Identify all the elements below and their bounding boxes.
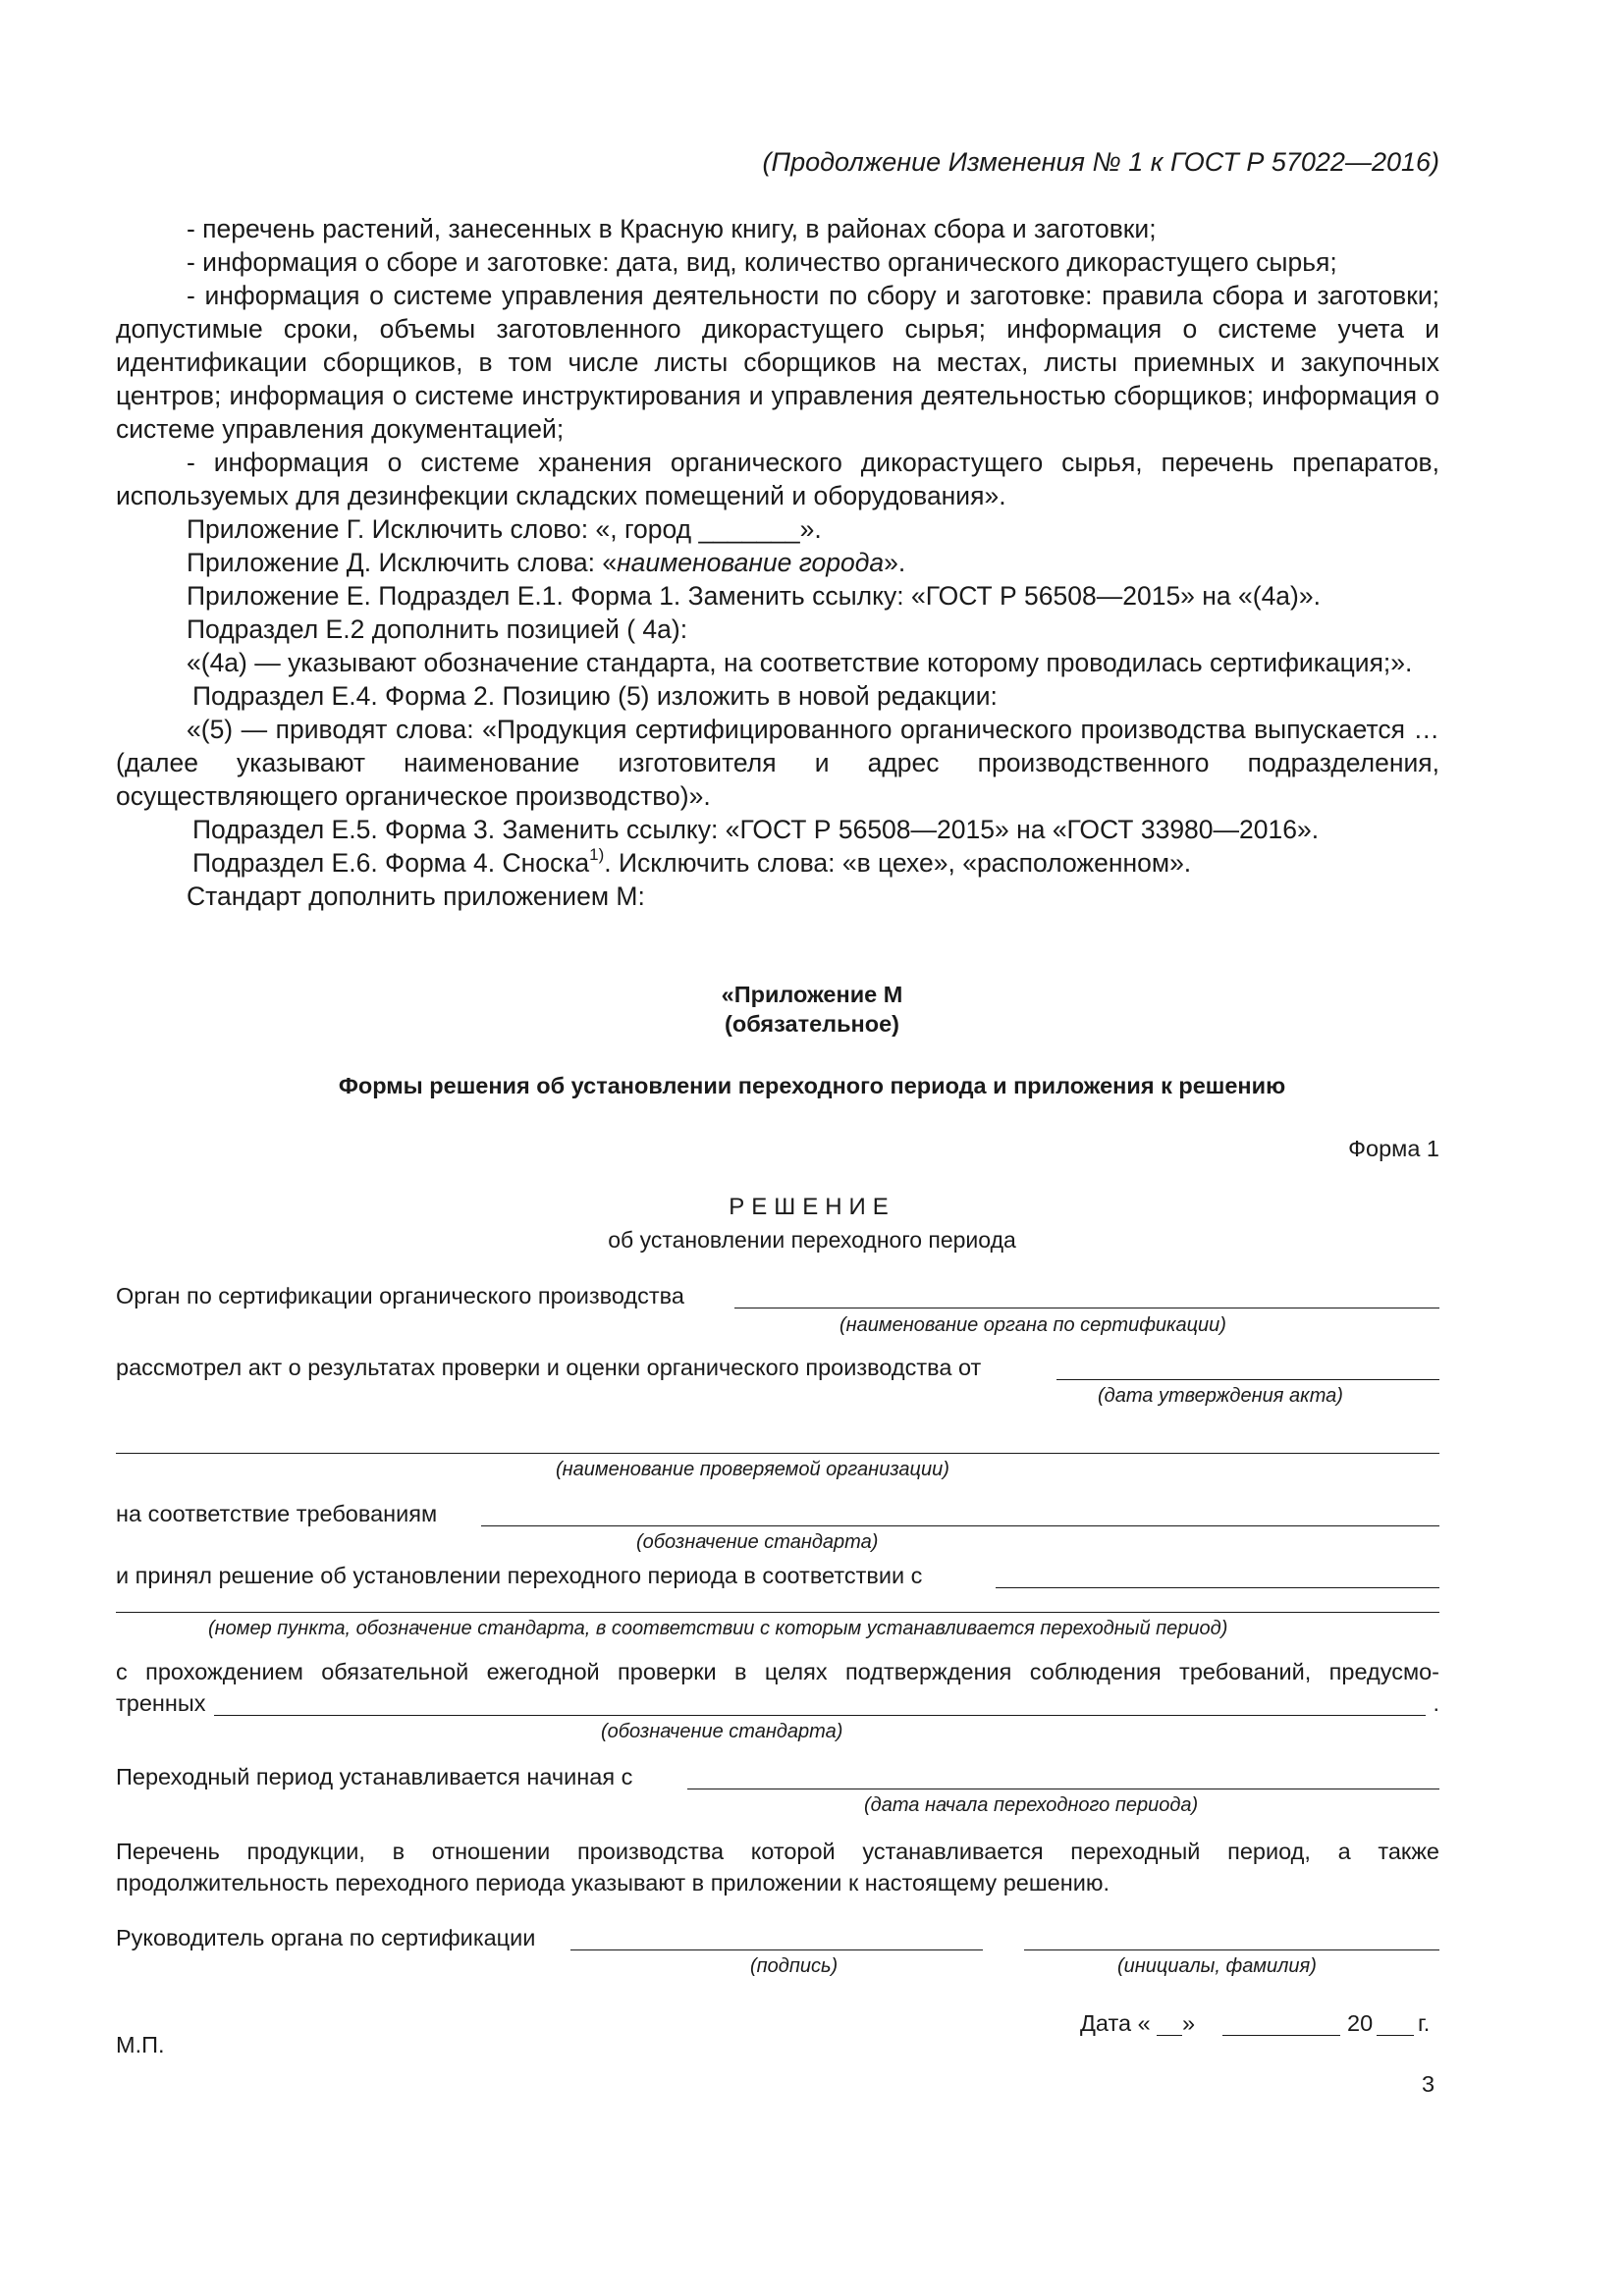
paragraph: - информация о сборе и заготовке: дата, вид, количество органического дикорастущего сырья; <box>187 247 1337 277</box>
paragraph: Стандарт дополнить приложением М: <box>187 881 645 911</box>
paragraph: - информация о системе хранения органического дикорастущего сырья, перечень препаратов, используемых для дезинфекции складских помещений и оборудования». <box>116 448 1439 510</box>
paragraph: «(4а) — указывают обозначение стандарта, на соответствие которому проводилась сертификация;». <box>187 648 1413 677</box>
clause-hint: (номер пункта, обозначение стандарта, в соответствии с которым устанавливается переходный период) <box>208 1618 1228 1639</box>
date-label-year: 20 <box>1347 2010 1374 2036</box>
date-label-end: г. <box>1418 2010 1431 2036</box>
clause-line <box>116 1580 1439 1620</box>
act-date-field[interactable] <box>1056 1379 1439 1380</box>
paragraph: Подраздел Е.4. Форма 2. Позицию (5) изложить в новой редакции: <box>192 681 998 711</box>
act-line <box>116 1348 1439 1387</box>
signature-line <box>116 1918 1439 1957</box>
initials-field[interactable] <box>1024 1949 1439 1950</box>
annual-label: тренных <box>116 1690 206 1716</box>
initials-hint: (инициалы, фамилия) <box>1117 1955 1317 1977</box>
paragraph: Приложение Е. Подраздел Е.1. Форма 1. Заменить ссылку: «ГОСТ Р 56508—2015» на «(4а)». <box>187 581 1321 611</box>
form-label: Форма 1 <box>1348 1136 1439 1161</box>
decision-title: РЕШЕНИЕ <box>729 1194 895 1220</box>
signature-field[interactable] <box>570 1949 983 1950</box>
paragraph: - информация о системе управления деятельности по сбору и заготовке: правила сбора и заготовки; допустимые сроки, объемы заготовленного дикорастущего сырья; информация о системе учета и идентификации сборщиков, в том числе листы сборщиков на местах, листы приемных и закупочных центров; информация о системе инструктирования и управления деятельностью сборщиков; информация о системе управления документацией; <box>116 281 1439 444</box>
signature-hint: (подпись) <box>750 1955 839 1977</box>
period-label: Переходный период устанавливается начиная с <box>116 1764 633 1789</box>
paragraph: - перечень растений, занесенных в Красную книгу, в районах сбора и заготовки; <box>187 214 1157 243</box>
requirements-field[interactable] <box>481 1525 1439 1526</box>
amendment-text <box>116 212 1439 913</box>
requirements-hint: (обозначение стандарта) <box>636 1531 879 1553</box>
appendix-title: «Приложение М <box>721 982 903 1007</box>
date-day-field[interactable] <box>1157 2035 1182 2036</box>
annual-field[interactable] <box>214 1715 1426 1716</box>
text-run: . Исключить слова: «в цехе», «расположенном». <box>604 848 1192 878</box>
date-line <box>1080 2003 1439 2043</box>
decision-label: и принял решение об установлении переходного периода в соответствии с <box>116 1563 923 1588</box>
organization-hint: (наименование проверяемой организации) <box>556 1459 949 1480</box>
products-text: Перечень продукции, в отношении производства которой устанавливается переходный период, а также продолжительность переходного периода указывают в приложении к настоящему решению. <box>116 1839 1439 1896</box>
running-header: (Продолжение Изменения № 1 к ГОСТ Р 57022—2016) <box>762 147 1439 177</box>
date-year-field[interactable] <box>1377 2035 1414 2036</box>
stamp-label: М.П. <box>116 2032 165 2057</box>
act-label: рассмотрел акт о результатах проверки и оценки органического производства от <box>116 1355 982 1380</box>
annual-hint: (обозначение стандарта) <box>601 1721 843 1742</box>
annual-end: . <box>1433 1690 1439 1716</box>
paragraph <box>116 846 1439 880</box>
paragraph: «(5) — приводят слова: «Продукция сертифицированного органического производства выпускается … (далее указывают наименование изготовителя и адрес производственного подразделения, осуществляющего органическое производство)». <box>116 715 1439 811</box>
organ-line <box>116 1276 1439 1315</box>
requirements-label: на соответствие требованиям <box>116 1501 438 1526</box>
annual-text: с прохождением обязательной ежегодной проверки в целях подтверждения соблюдения требований, предусмо- <box>116 1659 1439 1684</box>
footnote-ref: 1) <box>589 845 605 865</box>
clause-field[interactable] <box>116 1612 1439 1613</box>
page-number: 3 <box>1422 2071 1435 2097</box>
organization-line <box>116 1421 1439 1461</box>
paragraph: Подраздел Е.5. Форма 3. Заменить ссылку: «ГОСТ Р 56508—2015» на «ГОСТ 33980—2016». <box>192 815 1320 844</box>
text-run: Подраздел Е.6. Форма 4. Сноска <box>192 848 590 878</box>
requirements-line <box>116 1494 1439 1533</box>
appendix-heading: Формы решения об установлении переходного периода и приложения к решению <box>338 1073 1286 1098</box>
head-label: Руководитель органа по сертификации <box>116 1925 536 1950</box>
organ-hint: (наименование органа по сертификации) <box>839 1314 1226 1336</box>
period-hint: (дата начала переходного периода) <box>864 1794 1199 1816</box>
text-run: Приложение Д. Исключить слова: « <box>187 548 618 577</box>
organ-label: Орган по сертификации органического производства <box>116 1283 684 1308</box>
appendix-subtitle: (обязательное) <box>725 1011 899 1037</box>
organization-field[interactable] <box>116 1453 1439 1454</box>
date-label-start: Дата « <box>1080 2010 1151 2036</box>
date-label-close: » <box>1182 2010 1196 2036</box>
act-hint: (дата утверждения акта) <box>1098 1385 1343 1407</box>
period-line <box>116 1757 1439 1796</box>
decision-subtitle: об установлении переходного периода <box>608 1227 1016 1253</box>
paragraph: Приложение Г. Исключить слово: «, город _______». <box>187 514 822 544</box>
paragraph: Подраздел Е.2 дополнить позицией ( 4а): <box>187 614 688 644</box>
text-run: ». <box>884 548 906 577</box>
date-month-field[interactable] <box>1222 2035 1340 2036</box>
paragraph <box>116 546 1439 579</box>
italic-run: наименование города <box>617 548 885 577</box>
annual-line <box>116 1683 1439 1723</box>
